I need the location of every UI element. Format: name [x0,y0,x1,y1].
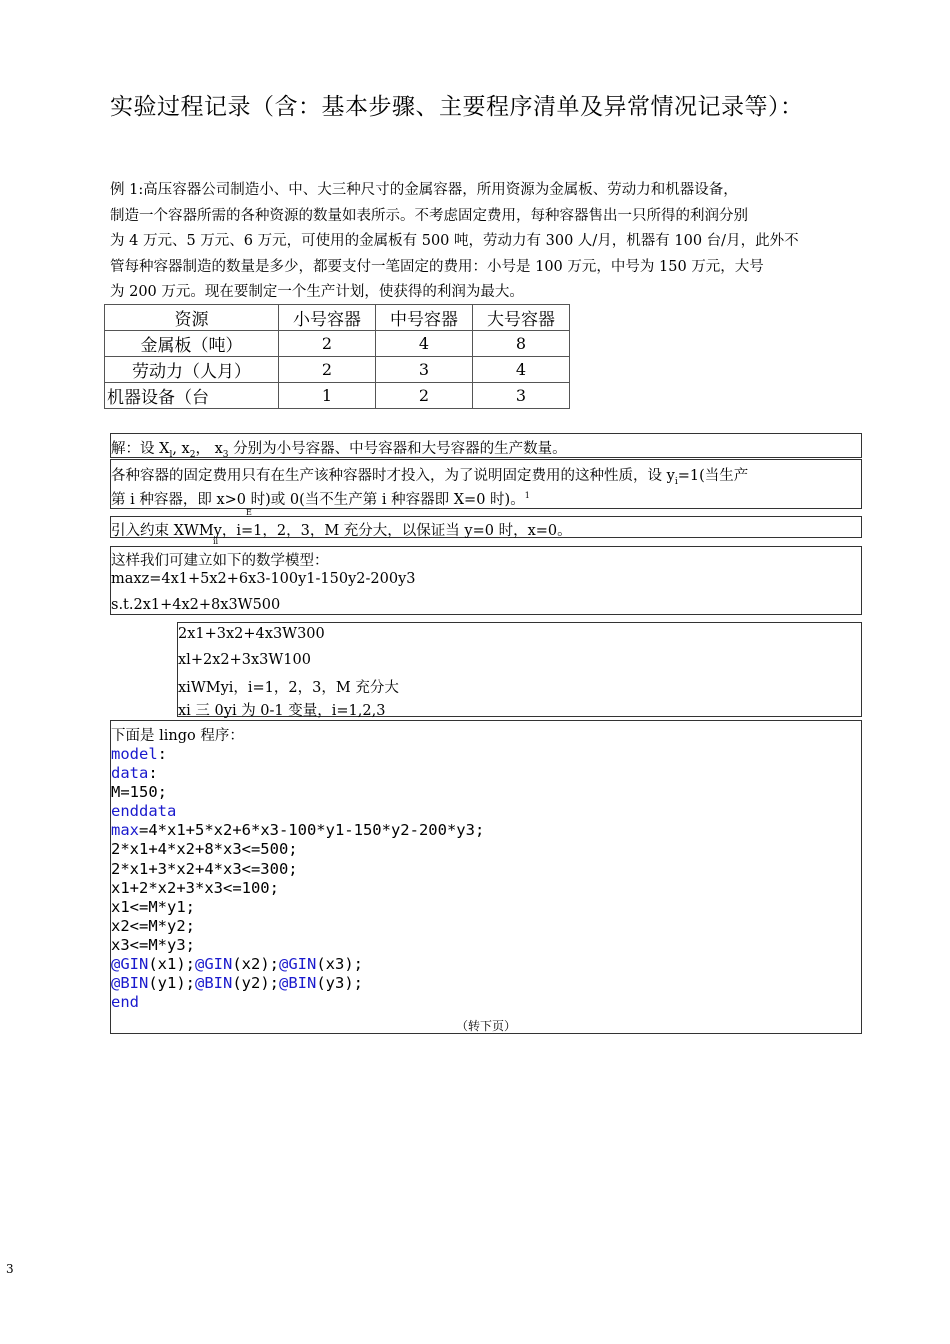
code-line: enddata [111,802,177,821]
table-cell: 8 [473,331,570,357]
table-cell: 2 [376,383,473,409]
table-cell: 3 [473,383,570,409]
code-line: x1+2*x2+3*x3<=100; [111,878,279,897]
code-line: end [111,993,139,1012]
code-line: @GIN(x1);@GIN(x2);@GIN(x3); [111,955,363,974]
fixed-cost-line: 第 i 种容器，即 x>0 时)或 0(当不生产第 i 种容器即 X=0 时)。$^1$ [111,491,530,508]
table-row [105,383,570,409]
table-cell: 劳动力（人月） [105,357,279,383]
table-cell: 1 [279,383,376,409]
code-line: data: [111,764,158,783]
example-line: 管每种容器制造的数量是多少，都要支付一笔固定的费用：小号是 100 万元，中号为 150 万元，大号 [110,258,764,275]
fixed-cost-line: 各种容器的固定费用只有在生产该种容器时才投入，为了说明固定费用的这种性质，设 $y_i=1$(当生产 [111,468,749,487]
model-constraint: 2x1+3x2+4x3W300 [178,626,325,642]
small-mark: E [246,508,252,517]
model-constraint: xiWMyi，i=1，2，3，M 充分大 [178,680,399,696]
table-header-cell: 大号容器 [473,305,570,331]
table-cell: 机器设备（台 [105,383,279,409]
model-intro: 这样我们可建立如下的数学模型： [111,553,329,569]
model-objective: maxz=4x1+5x2+6x3-100y1-150y2-200y3 [111,571,416,587]
model-constraint: s.t.2x1+4x2+8x3W500 [111,597,281,613]
code-line: x3<=M*y3; [111,935,195,954]
table-cell: 2 [279,331,376,357]
example-line: 为 200 万元。现在要制定一个生产计划，使获得的利润为最大。 [110,284,524,300]
code-line: x2<=M*y2; [111,916,195,935]
table-row [105,357,570,383]
example-line: 制造一个容器所需的各种资源的数量如表所示。不考虑固定费用，每种容器售出一只所得的利润分别 [110,207,748,224]
page-heading: 实验过程记录（含：基本步骤、主要程序清单及异常情况记录等）： [110,94,804,120]
lingo-box [110,720,862,1034]
lingo-intro: 下面是 lingo 程序： [111,728,244,744]
continued-footer: （转下页） [455,1019,516,1033]
table-cell: 4 [473,357,570,383]
table-row [105,331,570,357]
code-block [111,745,484,1012]
example-paragraph [110,178,860,306]
code-line: model: [111,745,168,763]
solution-intro: 解：设 $X_l$, $x_2$， $x_3$ 分别为小号容器、中号容器和大号容器的生产数量。 [111,441,567,460]
model-constraint: xi 三 0yi 为 0-1 变量，i=1,2,3 [178,703,386,719]
table-cell: 4 [376,331,473,357]
example-line: 为 4 万元、5 万元、6 万元，可使用的金属板有 500 吨，劳动力有 300 人/月，机器有 100 台/月，此外不 [110,233,799,249]
resource-table [104,304,570,409]
footnote-mark: 1 [524,491,530,501]
solution-intro-box [110,433,862,458]
code-line: 2*x1+4*x2+8*x3<=500; [111,840,298,859]
page-number: 3 [6,1262,14,1276]
table-header-cell: 资源 [105,305,279,331]
constraints-box [177,622,862,717]
table-header-cell: 中号容器 [376,305,473,331]
fixed-cost-box [110,459,862,509]
constraint-intro: 引入约束 XWMy，i=1，2，3，M 充分大，以保证当 y=0 时，x=0。 [111,523,572,539]
example-line: 例 1:高压容器公司制造小、中、大三种尺寸的金属容器，所用资源为金属板、劳动力和机器设备， [110,182,738,198]
code-line: M=150; [111,783,167,802]
small-mark: ii [213,537,219,546]
model-box [110,546,862,615]
constraint-intro-box [110,516,862,538]
code-line: @BIN(y1);@BIN(y2);@BIN(y3); [111,974,363,993]
code-line: x1<=M*y1; [111,897,195,916]
table-cell: 2 [279,357,376,383]
code-line: max=4*x1+5*x2+6*x3-100*y1-150*y2-200*y3; [111,821,485,840]
table-cell: 金属板（吨） [105,331,279,357]
table-cell: 3 [376,357,473,383]
table-header-row [105,305,570,331]
table-header-cell: 小号容器 [279,305,376,331]
code-line: 2*x1+3*x2+4*x3<=300; [111,859,298,878]
model-constraint: xl+2x2+3x3W100 [178,652,311,668]
